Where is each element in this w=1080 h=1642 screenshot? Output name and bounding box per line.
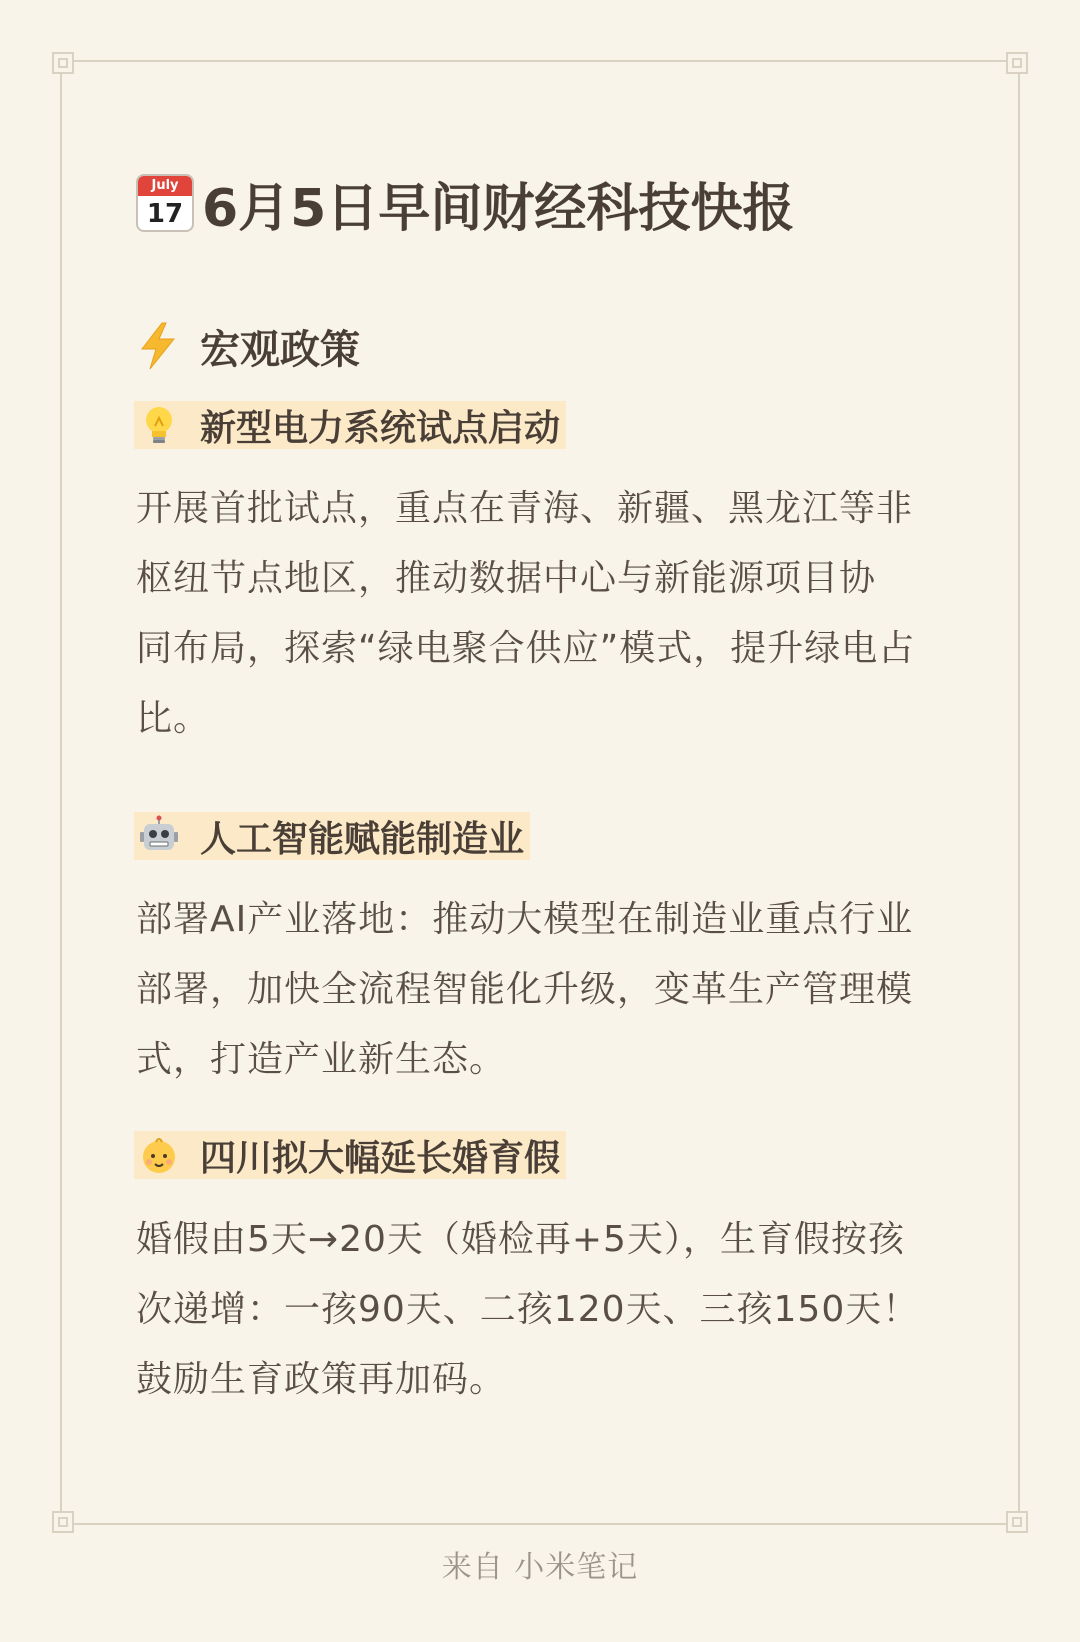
section-heading-text: 宏观政策 [200,326,360,373]
item-body-power-system [136,474,956,754]
body-line: 式，打造产业新生态。 [136,1039,507,1080]
item-title-marriage-leave [134,1131,566,1179]
body-line: 部署，加快全流程智能化升级，变革生产管理模 [136,969,914,1010]
item-title-text: 新型电力系统试点启动 [200,407,561,449]
item-title-power-system [134,401,566,449]
section-heading [136,318,360,374]
calendar-icon [136,174,194,232]
lightning-icon [136,321,180,371]
item-body-ai-manufacturing [136,885,956,1095]
body-line: 开展首批试点，重点在青海、新疆、黑龙江等非 [136,488,914,529]
body-line: 鼓励生育政策再加码。 [136,1359,507,1400]
item-body-marriage-leave [136,1205,956,1415]
frame-corner-ornament [1006,1511,1028,1533]
item-title-text: 四川拟大幅延长婚育假 [200,1137,561,1179]
item-title-text: 人工智能赋能制造业 [200,818,525,860]
page-title [136,168,794,238]
body-line: 比。 [136,698,211,739]
baby-icon [138,1134,180,1176]
body-line: 婚假由5天→20天（婚检再+5天），生育假按孩 [136,1219,905,1260]
calendar-day: 17 [146,199,184,229]
item-title-ai-manufacturing [134,812,530,860]
page-title-text: 6月5日早间财经科技快报 [202,178,795,239]
frame-corner-ornament [52,1511,74,1533]
frame-corner-ornament [1006,52,1028,74]
frame-corner-ornament [52,52,74,74]
body-line: 次递增：一孩90天、二孩120天、三孩150天！ [136,1289,920,1330]
body-line: 枢纽节点地区，推动数据中心与新能源项目协 [136,558,877,599]
body-line: 同布局，探索“绿电聚合供应”模式，提升绿电占 [136,628,916,669]
source-footer: 来自 小米笔记 [441,1550,639,1585]
robot-icon [138,815,180,857]
calendar-month: July [138,176,192,196]
lightbulb-icon [138,404,180,446]
body-line: 部署AI产业落地：推动大模型在制造业重点行业 [136,899,914,940]
